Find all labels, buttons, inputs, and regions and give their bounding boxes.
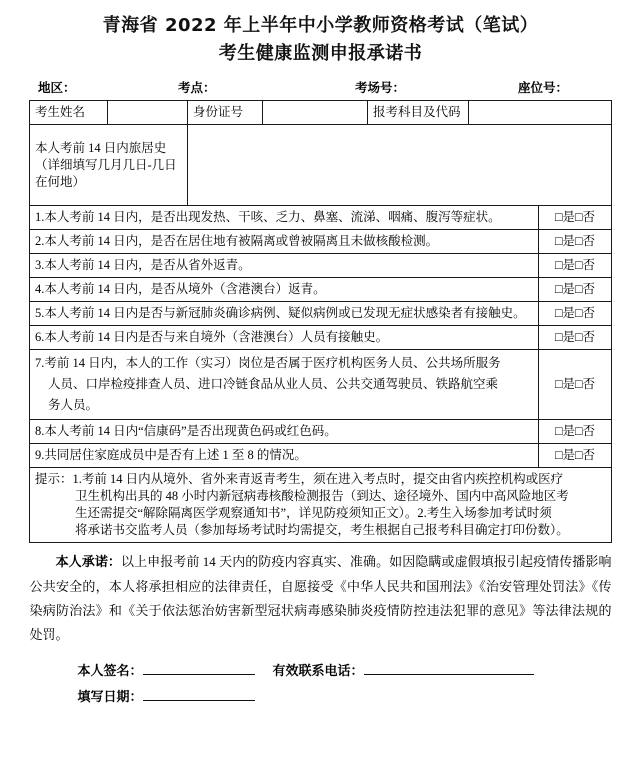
field-candidate-name[interactable] <box>108 101 188 125</box>
field-travel-history[interactable] <box>188 125 612 206</box>
table-row <box>30 230 612 254</box>
question-4-text: 4.本人考前 14 日内，是否从境外（含港澳台）返青。 <box>30 278 539 302</box>
table-row <box>30 278 612 302</box>
question-9-text: 9.共同居住家庭成员中是否有上述 1 至 8 的情况。 <box>30 444 539 468</box>
meta-fields-row <box>0 74 641 100</box>
pledge-body: 以上申报考前 14 天内的防疫内容真实、准确。如因隐瞒或虚假填报引起疫情传播影响公共安全的，本人将承担相应的法律责任，自愿接受《中华人民共和国刑法》《治安管理处罚法》《传染病防治法》和《关于依法惩治妨害新型冠状病毒感染肺炎疫情防控违法犯罪的意见》等法律法规的处罚。 <box>29 554 612 642</box>
question-8-text: 8.本人考前 14 日内“信康码”是否出现黄色码或红色码。 <box>30 420 539 444</box>
label-phone: 有效联系电话： <box>272 664 364 679</box>
field-phone[interactable] <box>364 674 534 675</box>
pledge-lead: 本人承诺： <box>55 555 121 570</box>
question-3-text: 3.本人考前 14 日内，是否从省外返青。 <box>30 254 539 278</box>
label-travel-history: 本人考前 14 日内旅居史（详细填写几月几日-几日在何地） <box>30 125 188 206</box>
table-row <box>30 326 612 350</box>
field-fill-date[interactable] <box>143 700 255 701</box>
health-declaration-table <box>29 100 612 543</box>
field-subject-code[interactable] <box>469 101 612 125</box>
table-row-tips <box>30 468 612 543</box>
question-2-answer[interactable]: □是□否 <box>539 230 612 254</box>
label-fill-date: 填写日期： <box>77 690 143 705</box>
question-7-text: 7.考前 14 日内，本人的工作（实习）岗位是否属于医疗机构医务人员、公共场所服务 人员、口岸检疫排查人员、进口冷链食品从业人员、公共交通驾驶员、铁路航空乘 务人员。 <box>30 350 539 420</box>
question-5-answer[interactable]: □是□否 <box>539 302 612 326</box>
question-9-answer[interactable]: □是□否 <box>539 444 612 468</box>
table-row <box>30 254 612 278</box>
title-line-2: 考生健康监测申报承诺书 <box>218 43 423 64</box>
question-2-text: 2.本人考前 14 日内，是否在居住地有被隔离或曾被隔离且未做核酸检测。 <box>30 230 539 254</box>
table-row <box>30 302 612 326</box>
table-row-identity <box>30 101 612 125</box>
table-row <box>30 444 612 468</box>
field-id-number[interactable] <box>263 101 368 125</box>
signature-block <box>30 659 612 711</box>
title-line-1: 青海省 2022 年上半年中小学教师资格考试（笔试） <box>102 15 539 36</box>
meta-label-room-number: 考场号： <box>355 80 406 95</box>
table-row-travel-history <box>30 125 612 206</box>
question-6-text: 6.本人考前 14 日内是否与来自境外（含港澳台）人员有接触史。 <box>30 326 539 350</box>
question-3-answer[interactable]: □是□否 <box>539 254 612 278</box>
question-4-answer[interactable]: □是□否 <box>539 278 612 302</box>
label-id-number: 身份证号 <box>188 101 263 125</box>
tips-note: 提示：1.考前 14 日内从境外、省外来青返青考生，须在进入考点时，提交由省内疾控机构或医疗 卫生机构出具的 48 小时内新冠病毒核酸检测报告（到达、途径境外、国内中高风险地区考 生还需提交“解除隔离医学观察通知书”，详见防疫须知正文）。2.考生入场参加考试时须 将承诺书交监考人员（参加每场考试时均需提交，考生根据自己报考科目确定打印份数）。 <box>30 468 612 543</box>
meta-label-test-site: 考点： <box>178 80 216 95</box>
label-subject-code: 报考科目及代码 <box>368 101 469 125</box>
table-row <box>30 350 612 420</box>
question-1-text: 1.本人考前 14 日内，是否出现发热、干咳、乏力、鼻塞、流涕、咽痛、腹泻等症状。 <box>30 206 539 230</box>
meta-label-seat-number: 座位号： <box>518 80 569 95</box>
meta-label-region: 地区： <box>38 80 76 95</box>
pledge-paragraph <box>30 550 612 647</box>
label-candidate-name: 考生姓名 <box>30 101 108 125</box>
question-8-answer[interactable]: □是□否 <box>539 420 612 444</box>
signature-row-2 <box>30 685 612 711</box>
signature-row-1 <box>30 659 612 685</box>
table-row <box>30 206 612 230</box>
table-row <box>30 420 612 444</box>
label-signature: 本人签名： <box>77 664 143 679</box>
question-5-text: 5.本人考前 14 日内是否与新冠肺炎确诊病例、疑似病例或已发现无症状感染者有接触史。 <box>30 302 539 326</box>
page-title <box>0 0 641 68</box>
question-7-answer[interactable]: □是□否 <box>539 350 612 420</box>
field-signature[interactable] <box>143 674 255 675</box>
question-6-answer[interactable]: □是□否 <box>539 326 612 350</box>
question-1-answer[interactable]: □是□否 <box>539 206 612 230</box>
